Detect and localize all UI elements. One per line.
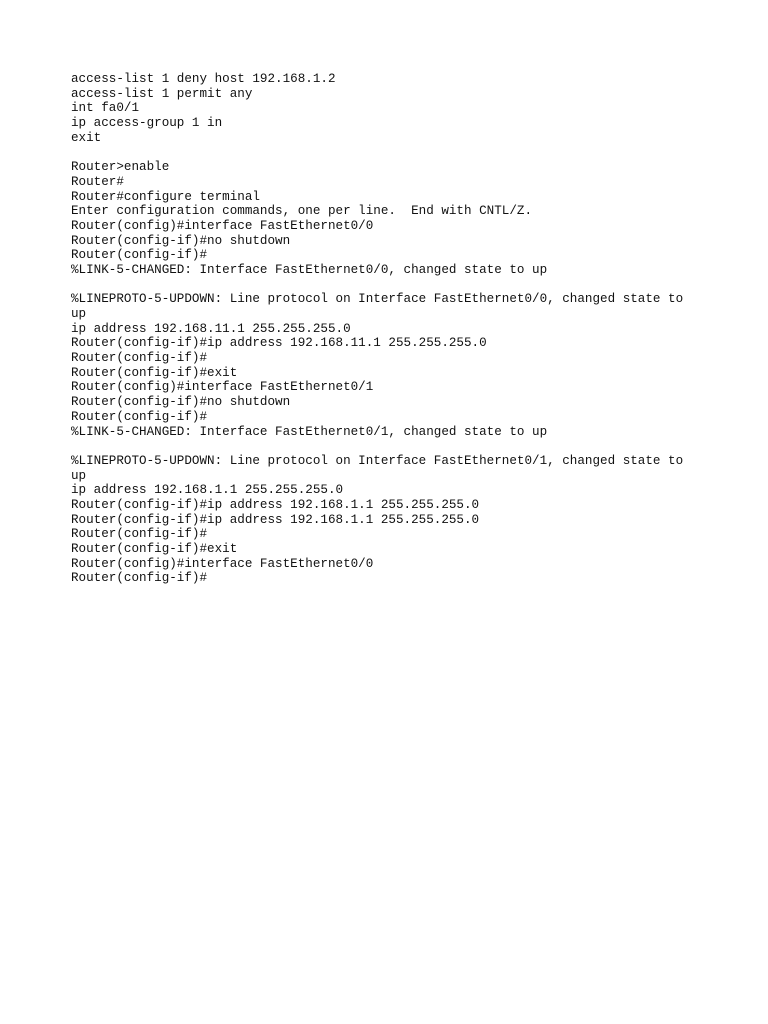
text-line: Router(config-if)#ip address 192.168.1.1 255.255.255.0 bbox=[71, 512, 480, 527]
terminal-transcript bbox=[71, 72, 701, 586]
blank-line bbox=[71, 439, 701, 454]
text-line: Router(config-if)# bbox=[71, 409, 208, 424]
text-line: Router(config-if)#exit bbox=[71, 542, 238, 556]
text-line: Router(config-if)# bbox=[71, 351, 208, 366]
text-line: Router#configure terminal bbox=[71, 189, 260, 204]
text-line: int fa0/1 bbox=[71, 101, 140, 116]
text-line: ip address 192.168.1.1 255.255.255.0 bbox=[71, 483, 344, 498]
text-line: Router(config-if)#no shutdown bbox=[71, 395, 291, 410]
text-line: Router# bbox=[71, 174, 124, 189]
blank-line bbox=[71, 278, 701, 293]
text-line: exit bbox=[71, 130, 102, 145]
text-line: Router(config-if)# bbox=[71, 248, 208, 263]
text-line: ip address 192.168.11.1 255.255.255.0 bbox=[71, 321, 351, 336]
text-line: Router(config-if)#exit bbox=[71, 365, 238, 380]
text-line: Router(config)#interface FastEthernet0/1 bbox=[71, 380, 374, 395]
text-line: Router(config-if)#ip address 192.168.11.1 255.255.255.0 bbox=[71, 336, 487, 351]
text-line: access-list 1 deny host 192.168.1.2 bbox=[71, 72, 336, 86]
text-line: Router>enable bbox=[71, 160, 170, 175]
text-line: %LINK-5-CHANGED: Interface FastEthernet0/0, changed state to up bbox=[71, 262, 548, 277]
text-line: Router(config-if)# bbox=[71, 571, 208, 586]
text-line: Enter configuration commands, one per line. End with CNTL/Z. bbox=[71, 204, 533, 219]
text-line: Router(config-if)#ip address 192.168.1.1 255.255.255.0 bbox=[71, 497, 480, 512]
text-line: up bbox=[71, 307, 87, 321]
text-line: access-list 1 permit any bbox=[71, 86, 253, 101]
text-line: Router(config)#interface FastEthernet0/0 bbox=[71, 556, 374, 571]
text-line: Router(config)#interface FastEthernet0/0 bbox=[71, 218, 374, 233]
text-line: up bbox=[71, 468, 87, 483]
text-line: %LINEPROTO-5-UPDOWN: Line protocol on Interface FastEthernet0/0, changed state to bbox=[71, 292, 684, 307]
text-line: Router(config-if)# bbox=[71, 527, 208, 542]
text-line: ip access-group 1 in bbox=[71, 116, 223, 131]
text-line: %LINK-5-CHANGED: Interface FastEthernet0/1, changed state to up bbox=[71, 424, 548, 439]
blank-line bbox=[71, 145, 701, 160]
text-line: %LINEPROTO-5-UPDOWN: Line protocol on Interface FastEthernet0/1, changed state to bbox=[71, 453, 684, 468]
text-line: Router(config-if)#no shutdown bbox=[71, 233, 291, 248]
